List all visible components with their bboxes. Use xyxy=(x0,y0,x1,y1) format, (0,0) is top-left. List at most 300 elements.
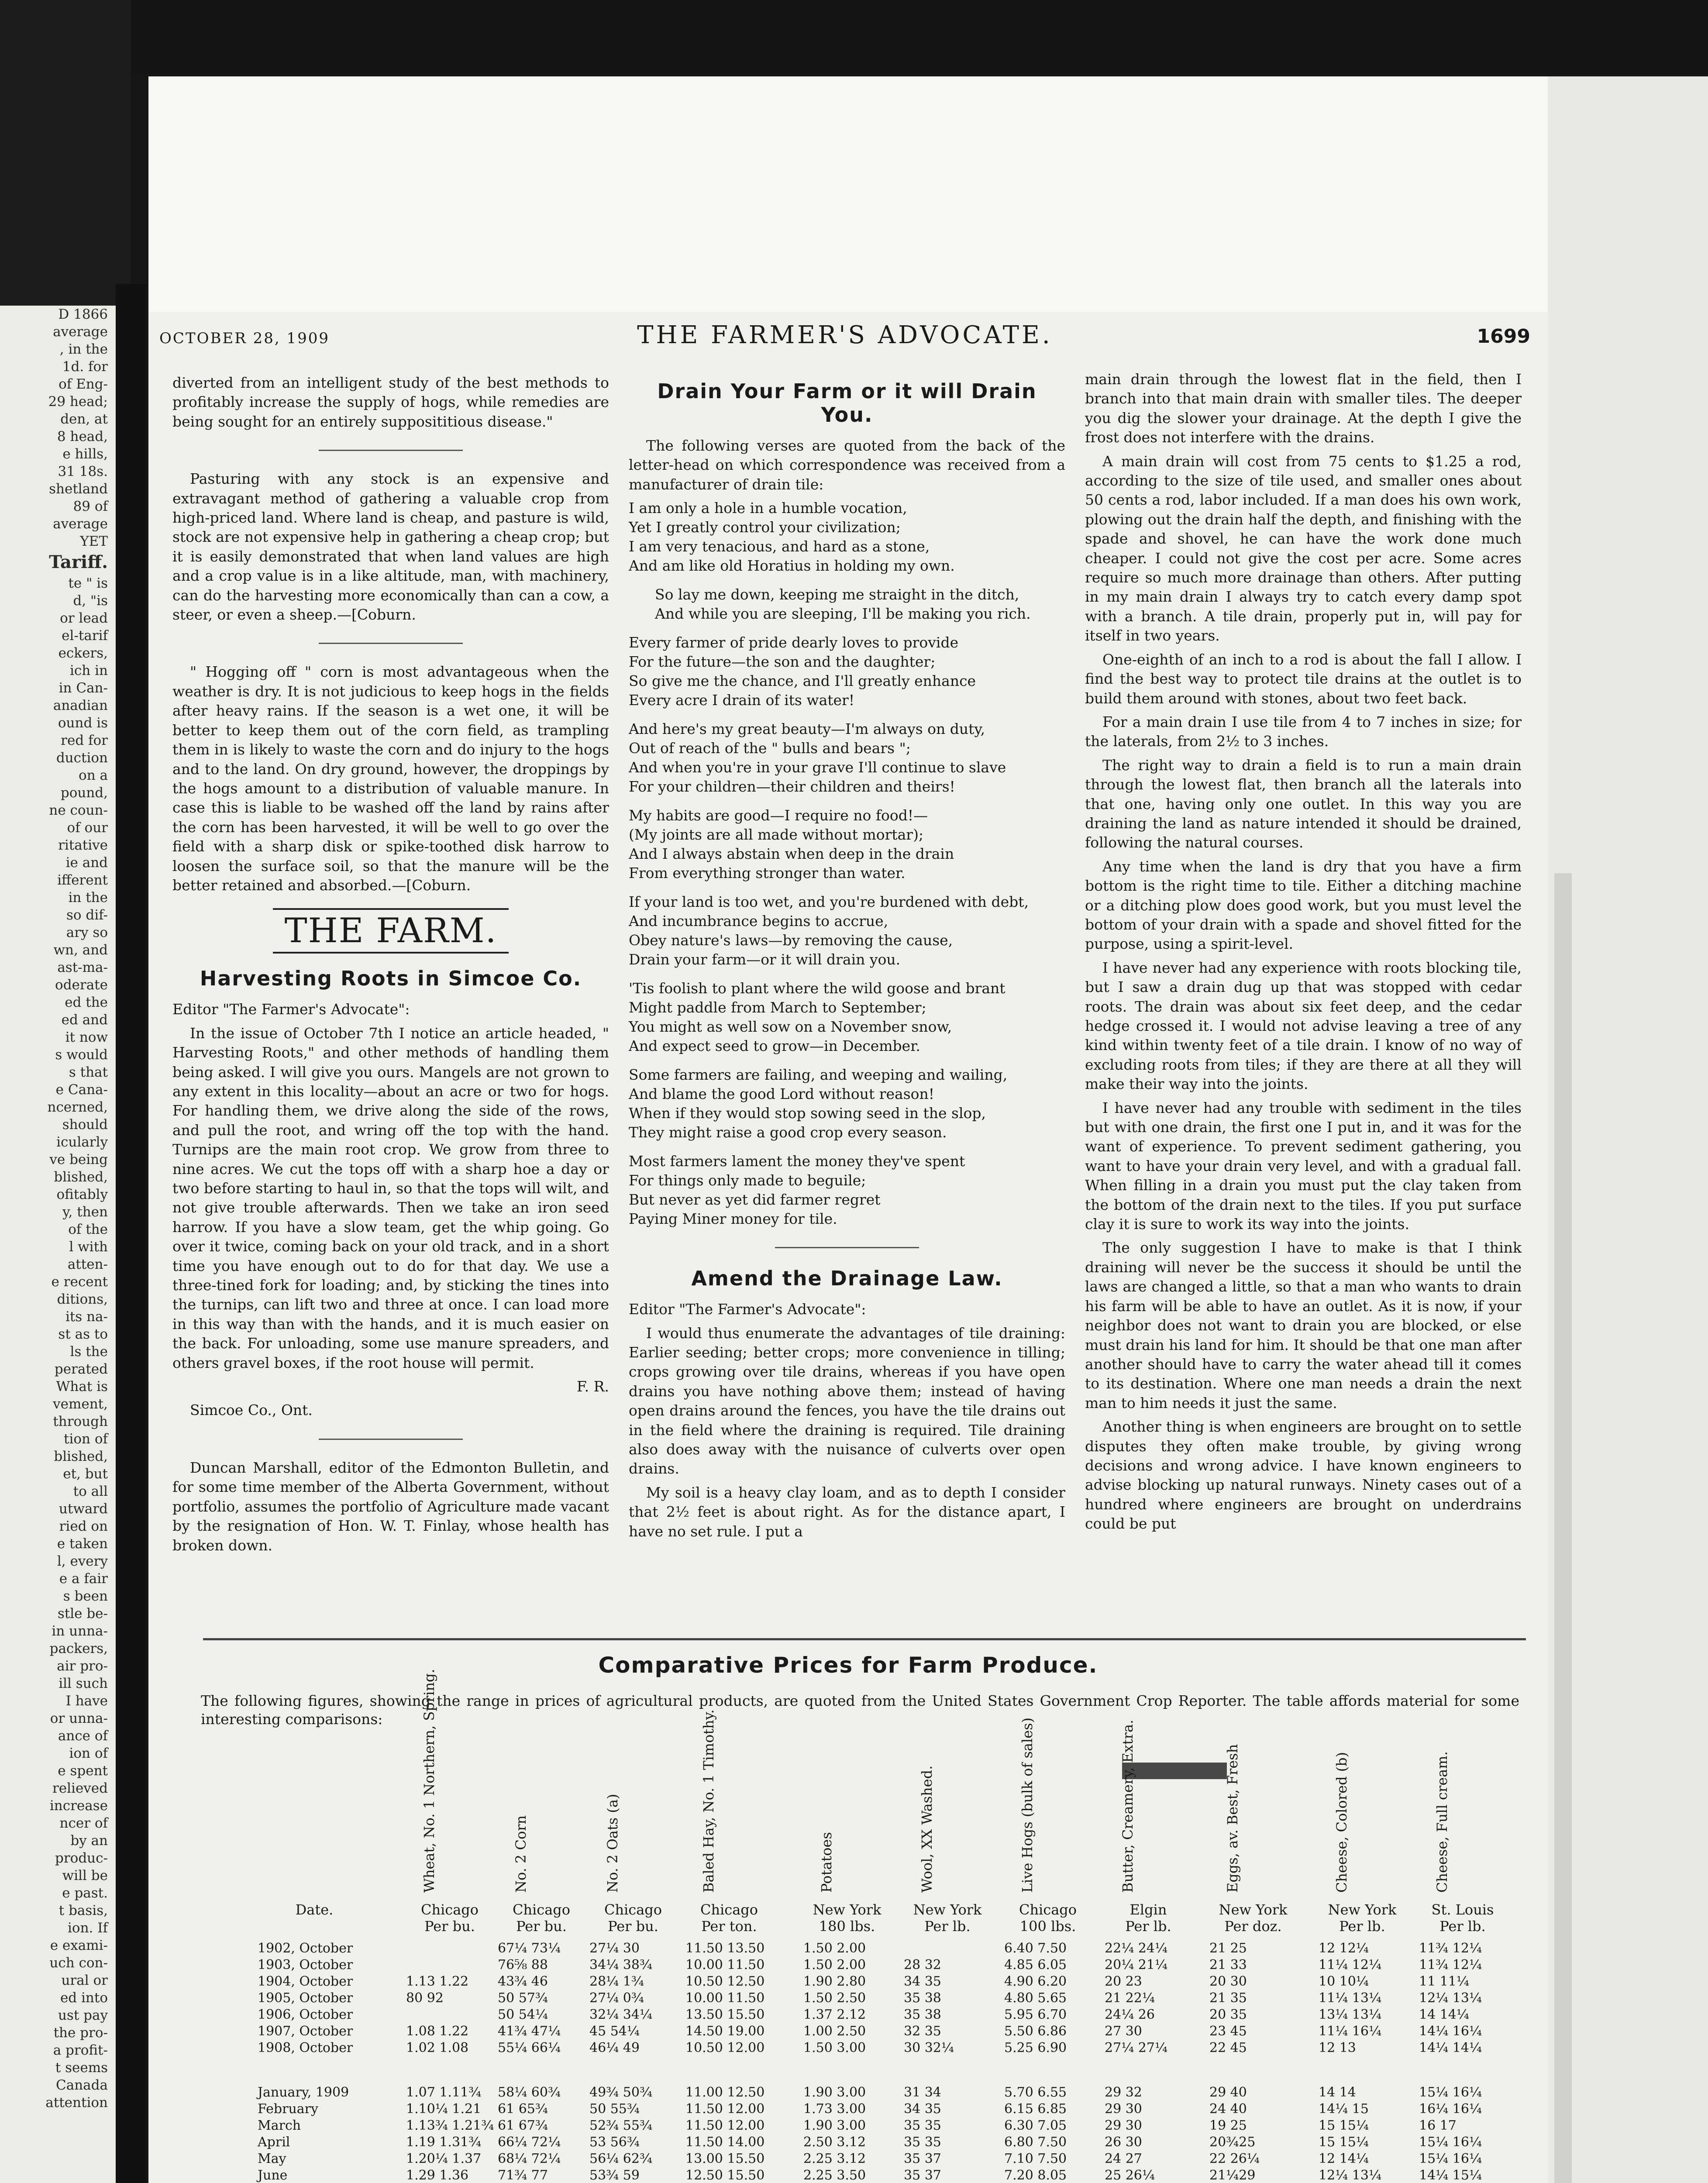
fragment-line: 89 of xyxy=(73,499,108,514)
table-cell: 15 15¼ xyxy=(1319,2135,1369,2150)
poem-line: From everything stronger than water. xyxy=(629,864,906,882)
table-cell: 11.50 12.00 xyxy=(685,2118,765,2133)
poem-stanza xyxy=(629,1152,1065,1229)
row-date: 1902, October xyxy=(258,1941,353,1956)
poem-stanza xyxy=(629,1065,1065,1142)
fragment-line: Tariff. xyxy=(49,552,108,572)
fragment-line: YET xyxy=(80,534,108,549)
fragment-line: ed the xyxy=(65,995,108,1010)
table-cell: 66¼ 72¼ xyxy=(498,2135,561,2150)
fragment-line: stle be- xyxy=(57,1606,108,1622)
column-unit: New York Per doz. xyxy=(1219,1901,1288,1935)
table-cell: 45 54¼ xyxy=(589,2024,640,2039)
fragment-line: te " is xyxy=(68,575,108,591)
fragment-line: den, at xyxy=(60,411,108,427)
table-cell: 49¾ 50¾ xyxy=(589,2085,653,2100)
fragment-line: ich in xyxy=(70,663,108,678)
previous-page-fragment xyxy=(0,306,116,2183)
table-cell: 20 35 xyxy=(1209,2007,1247,2022)
row-date: January, 1909 xyxy=(258,2085,349,2100)
fragment-line: icularly xyxy=(56,1134,108,1150)
fragment-line: tion of xyxy=(64,1431,108,1447)
poem-line: For things only made to beguile; xyxy=(629,1172,866,1189)
table-cell: 14 14¼ xyxy=(1419,2007,1469,2022)
article-text: Pasturing with any stock is an expensive and extravagant method of gathering a valuable crop from high-priced land. Where land is cheap, and pasture is wild, stock are not expensive help in gathering a cheap crop; but it is easily demonstrated that when land values are high and a crop value is in a like altitude, man, with machinery, can do the harvesting more economically than can a cow, a steer, or even a sheep.—[Coburn. xyxy=(172,470,609,623)
table-cell: 11¼ 13¼ xyxy=(1319,1990,1382,2006)
table-cell: 13¼ 13¼ xyxy=(1319,2007,1382,2022)
table-cell: 15 15¼ xyxy=(1319,2118,1369,2133)
fragment-line: ncerned, xyxy=(47,1099,108,1115)
fragment-line: 31 18s. xyxy=(58,464,108,479)
table-row xyxy=(201,1974,1515,1990)
fragment-line: e hills, xyxy=(62,446,108,462)
fragment-line: will be xyxy=(62,1868,108,1883)
fragment-line: it now xyxy=(65,1030,108,1045)
table-cell: 10.00 11.50 xyxy=(685,1990,765,2006)
fragment-line: in unna- xyxy=(52,1623,108,1639)
fragment-line: et, but xyxy=(63,1466,108,1482)
author-signature: F. R. xyxy=(576,1378,609,1395)
table-cell: 21¼29 xyxy=(1209,2168,1256,2183)
row-date: May xyxy=(258,2151,286,2166)
fragment-line: its na- xyxy=(65,1309,108,1325)
fragment-line: y, then xyxy=(62,1204,108,1220)
table-cell: 2.50 3.12 xyxy=(803,2135,866,2150)
table-cell: 35 35 xyxy=(904,2118,941,2133)
column-unit: New York 180 lbs. xyxy=(813,1901,882,1935)
row-date: 1903, October xyxy=(258,1957,353,1973)
article-text: Duncan Marshall, editor of the Edmonton Bulletin, and for some time member of the Alberta Government, without portfolio, assumes the portfolio of Agriculture made vacant by the resignation of Hon. W. T. Finlay, whose health has broken down. xyxy=(172,1459,609,1554)
fragment-line: e Cana- xyxy=(55,1082,108,1098)
article-text: I have never had any experience with roots blocking tile, but I saw a drain dug up that was stopped with cedar roots. The drain was about six feet deep, and the cedar hedge crossed it. I would not advise leaving a tree of any kind within twenty feet of a tile drain. I know of no way of excluding roots from tiles; if they are there at all they will make their way into the joints. xyxy=(1085,959,1522,1093)
poem-line: For the future—the son and the daughter; xyxy=(629,653,936,671)
table-cell: 1.29 1.36 xyxy=(406,2168,469,2183)
table-cell: 1.10¼ 1.21 xyxy=(406,2101,482,2117)
fragment-line: t basis, xyxy=(59,1903,108,1918)
article-text: Any time when the land is dry that you have a firm bottom is the right time to tile. Either a ditching machine or a ditching plow does good work, but you must level the bottom of your drain with a spade and shovel fitted for the purpose, using a spirit-level. xyxy=(1085,857,1522,953)
poem-line: And while you are sleeping, I'll be making you rich. xyxy=(655,605,1031,623)
poem-line: Might paddle from March to September; xyxy=(629,999,926,1016)
article-text: In the issue of October 7th I notice an article headed, " Harvesting Roots," and other methods of handling them being asked. I will give you ours. Mangels are not grown to any extent in this locality—about an acre or two for hogs. For handling them, we drive along the side of the rows, and pull the root, and wring off the top with the hand. Turnips are the main root crop. We grow from three to nine acres. We cut the tops off with a sharp hoe a day or two before starting to haul in, so that the tops will wilt, and not give trouble afterwards. Then we take an iron seed harrow. If you have a slow team, get the whip going. Go over it twice, coming back on your old track, and in a short time you have enough out to do for that day. We use a three-tined fork for loading; and, by sticking the tines into the turnips, can lift two and three at once. I can load more in this way than with the hands, and it is much easier on the back. For unloading, some use manure spreaders, and others gravel boxes, if the root house will permit. xyxy=(172,1024,609,1371)
table-cell: 4.85 6.05 xyxy=(1004,1957,1067,1973)
column-unit: New York Per lb. xyxy=(913,1901,982,1935)
fragment-line: ust pay xyxy=(58,2007,108,2023)
fragment-line: e exami- xyxy=(50,1938,108,1953)
fragment-line: s that xyxy=(69,1064,108,1080)
table-cell: 56¼ 62¾ xyxy=(589,2151,653,2166)
table-cell: 1.90 2.80 xyxy=(803,1974,866,1989)
table-cell: 21 25 xyxy=(1209,1941,1247,1956)
table-cell: 15¼ 16¼ xyxy=(1419,2135,1482,2150)
article-text: I have never had any trouble with sediment in the tiles but with one drain, the first one I put in, and it was for the want of experience. To prevent sediment gathering, you want to have your drain very level, and with a gradual fall. When filling in a drain you must put the clay taken from the bottom of the drain next to the tiles. If you put surface clay it is sure to work its way into the joints. xyxy=(1085,1099,1522,1233)
fragment-line: shetland xyxy=(49,481,108,497)
ink-blot xyxy=(1122,1763,1227,1779)
poem-line: And expect seed to grow—in December. xyxy=(629,1037,920,1055)
table-cell: 27 30 xyxy=(1105,2024,1142,2039)
fragment-line: the pro- xyxy=(53,2025,108,2041)
fragment-line: to all xyxy=(73,1484,108,1499)
table-title: Comparative Prices for Farm Produce. xyxy=(598,1653,1098,1678)
fragment-line: ion of xyxy=(69,1746,108,1761)
fragment-line: red for xyxy=(61,733,108,748)
column-header-label: Potatoes xyxy=(818,1832,835,1893)
table-cell: 15¼ 16¼ xyxy=(1419,2151,1482,2166)
table-cell: 1.00 2.50 xyxy=(803,2024,866,2039)
table-row xyxy=(201,2118,1515,2134)
fragment-line: ditions, xyxy=(57,1291,108,1307)
poem-line: So give me the chance, and I'll greatly enhance xyxy=(629,672,976,690)
table-cell: 30 32¼ xyxy=(904,2040,954,2056)
table-cell: 52¾ 55¾ xyxy=(589,2118,653,2133)
column-unit: Chicago Per bu. xyxy=(512,1901,571,1935)
table-cell: 11¼ 12¼ xyxy=(1319,1957,1382,1973)
poem-line: I am very tenacious, and hard as a stone, xyxy=(629,538,930,555)
fragment-line: st as to xyxy=(58,1326,108,1342)
column-unit: Elgin Per lb. xyxy=(1125,1901,1171,1935)
table-cell: 6.30 7.05 xyxy=(1004,2118,1067,2133)
column-header-label: Wool, XX Washed. xyxy=(919,1765,935,1893)
table-cell: 14 14 xyxy=(1319,2085,1356,2100)
poem-line: Every acre I drain of its water! xyxy=(629,692,855,709)
table-cell: 1.73 3.00 xyxy=(803,2101,866,2117)
fragment-line: through xyxy=(53,1414,108,1429)
article-text: The right way to drain a field is to run a main drain through the lowest flat, then branch all the laterals into that one, having only one outlet. In this way you are draining the land as nature intended it should be drained, following the natural courses. xyxy=(1085,756,1522,851)
row-date: 1908, October xyxy=(258,2040,353,2056)
row-date: March xyxy=(258,2118,301,2133)
fragment-line: ritative xyxy=(58,837,108,853)
poem-line: But never as yet did farmer regret xyxy=(629,1191,881,1209)
table-cell: 5.50 6.86 xyxy=(1004,2024,1067,2039)
fragment-line: eckers, xyxy=(58,645,108,661)
column-header-label: No. 2 Oats (a) xyxy=(604,1794,621,1893)
divider xyxy=(775,1247,919,1248)
table-cell: 14¼ 16¼ xyxy=(1419,2024,1482,2039)
fragment-line: D 1866 xyxy=(58,306,108,322)
fragment-line: ion. If xyxy=(68,1920,108,1936)
poem-line: Obey nature's laws—by removing the cause, xyxy=(629,932,953,949)
fragment-line: 8 head, xyxy=(57,429,108,444)
table-cell: 55¼ 66¼ xyxy=(498,2040,561,2056)
table-cell: 35 38 xyxy=(904,1990,941,2006)
table-cell: 1.50 2.00 xyxy=(803,1941,866,1956)
table-cell: 24 27 xyxy=(1105,2151,1142,2166)
article-text: diverted from an intelligent study of the best methods to profitably increase the supply of hogs, while remedies are being sought for an entirely supposititious disease." xyxy=(172,374,609,430)
row-date: 1904, October xyxy=(258,1974,353,1989)
fragment-line: Canada xyxy=(56,2077,108,2093)
fragment-line: ed and xyxy=(61,1012,108,1028)
column-header-label: Live Hogs (bulk of sales) xyxy=(1019,1717,1036,1893)
poem-stanza xyxy=(629,633,1065,710)
column-unit: Chicago Per ton. xyxy=(700,1901,758,1935)
headline-amend-drainage-law: Amend the Drainage Law. xyxy=(691,1267,1003,1291)
fragment-line: s would xyxy=(55,1047,108,1063)
table-cell: 35 37 xyxy=(904,2151,941,2166)
poem-line: And when you're in your grave I'll continue to slave xyxy=(629,759,1006,776)
table-cell: 12¼ 13¼ xyxy=(1419,1990,1482,2006)
fragment-line: d, "is xyxy=(73,593,108,609)
table-row xyxy=(201,2024,1515,2039)
poem xyxy=(629,499,1065,1229)
fragment-line: vement, xyxy=(53,1396,108,1412)
table-row xyxy=(201,1941,1515,1956)
poem-line: 'Tis foolish to plant where the wild goose and brant xyxy=(629,980,1006,997)
table-cell: 29 30 xyxy=(1105,2118,1142,2133)
fragment-line: ncer of xyxy=(59,1815,108,1831)
table-cell: 10.00 11.50 xyxy=(685,1957,765,1973)
issue-date: OCTOBER 28, 1909 xyxy=(159,330,330,347)
fragment-line: l with xyxy=(69,1239,108,1255)
row-date: 1907, October xyxy=(258,2024,353,2039)
poem-stanza xyxy=(629,585,1065,623)
poem-stanza xyxy=(629,720,1065,796)
newspaper-page xyxy=(148,76,1548,2183)
headline-drain-your-farm: Drain Your Farm or it will Drain You. xyxy=(657,379,1037,427)
table-cell: 34 35 xyxy=(904,2101,941,2117)
poem-line: And incumbrance begins to accrue, xyxy=(629,912,888,930)
table-cell: 5.70 6.55 xyxy=(1004,2085,1067,2100)
table-cell: 10.50 12.00 xyxy=(685,2040,765,2056)
row-date: April xyxy=(258,2135,290,2150)
table-cell: 20 23 xyxy=(1105,1974,1142,1989)
poem-line: My habits are good—I require no food!— xyxy=(629,807,928,824)
section-rule xyxy=(203,1638,1526,1640)
poem-line: And blame the good Lord without reason! xyxy=(629,1085,935,1103)
fragment-line: increase xyxy=(49,1798,108,1814)
column-header-label: Baled Hay, No. 1 Timothy. xyxy=(700,1709,717,1893)
poem-stanza xyxy=(629,892,1065,969)
fragment-line: ne coun- xyxy=(49,802,108,818)
right-margin xyxy=(1548,76,1708,2183)
table-cell: 21 33 xyxy=(1209,1957,1247,1973)
fragment-line: ifferent xyxy=(57,872,108,888)
column-unit: Chicago Per bu. xyxy=(420,1901,479,1935)
table-cell: 7.10 7.50 xyxy=(1004,2151,1067,2166)
article-text: A main drain will cost from 75 cents to $1.25 a rod, according to the size of tile used, and smaller ones about 50 cents a rod, labor included. If a man does his own work, plowing out the drain half the depth, and finishing with the spade and shovel, he can have the work done much cheaper. I could not give the cost per acre. Some acres require so much more drainage than others. After putting in my main drain I always try to catch every damp spot with a branch. A tile drain, properly put in, will pay for itself in two years. xyxy=(1085,452,1522,644)
table-cell: 35 38 xyxy=(904,2007,941,2022)
table-cell: 13.50 15.50 xyxy=(685,2007,765,2022)
table-cell: 21 22¼ xyxy=(1105,1990,1155,2006)
table-cell: 22¼ 24¼ xyxy=(1105,1941,1168,1956)
table-cell: 1.02 1.08 xyxy=(406,2040,469,2056)
fragment-line: uch con- xyxy=(49,1955,108,1971)
poem-stanza xyxy=(629,979,1065,1056)
article-text: One-eighth of an inch to a rod is about the fall I allow. I find the best way to protect tile drains at the outlet is to build them around with stones, about two feet back. xyxy=(1085,651,1522,707)
fragment-line: of Eng- xyxy=(59,376,108,392)
table-cell: 35 35 xyxy=(904,2135,941,2150)
poem-line: You might as well sow on a November snow, xyxy=(629,1018,952,1036)
table-cell: 53¾ 59 xyxy=(589,2168,640,2183)
column-header-label: Cheese, Full cream. xyxy=(1434,1751,1450,1893)
fragment-line: by an xyxy=(70,1833,108,1849)
table-cell: 29 30 xyxy=(1105,2101,1142,2117)
table-cell: 11¾ 12¼ xyxy=(1419,1957,1482,1973)
column-1 xyxy=(172,373,609,1560)
fragment-line: atten- xyxy=(67,1257,108,1272)
fragment-line: t seems xyxy=(55,2060,108,2076)
table-cell: 11¼ 16¼ xyxy=(1319,2024,1382,2039)
table-cell: 20¼ 21¼ xyxy=(1105,1957,1168,1973)
table-cell: 21 35 xyxy=(1209,1990,1247,2006)
fragment-line: ie and xyxy=(65,855,108,871)
fragment-line: ried on xyxy=(59,1518,108,1534)
table-cell: 31 34 xyxy=(904,2085,941,2100)
fragment-line: relieved xyxy=(52,1780,108,1796)
table-cell: 27¼ 27¼ xyxy=(1105,2040,1168,2056)
table-cell: 11.50 13.50 xyxy=(685,1941,765,1956)
column-header-label: Eggs, av. Best, Fresh xyxy=(1224,1744,1241,1893)
film-border-top xyxy=(0,0,1708,74)
table-cell: 28 32 xyxy=(904,1957,941,1973)
page-header xyxy=(159,321,1530,351)
row-date: 1905, October xyxy=(258,1990,353,2006)
column-header-label: Wheat, No. 1 Northern, Spring. xyxy=(421,1669,437,1893)
article-text: For a main drain I use tile from 4 to 7 inches in size; for the laterals, from 2½ to 3 inches. xyxy=(1085,713,1522,750)
fragment-line: utward xyxy=(59,1501,108,1517)
poem-line: Every farmer of pride dearly loves to provide xyxy=(629,634,959,651)
fragment-line: so dif- xyxy=(66,907,108,923)
table-cell: 43¾ 46 xyxy=(498,1974,548,1989)
fragment-line: ed into xyxy=(60,1990,108,2006)
fragment-line: e recent xyxy=(51,1274,108,1290)
table-cell: 1.19 1.31¾ xyxy=(406,2135,482,2150)
table-cell: 1.13 1.22 xyxy=(406,1974,469,1989)
article-text: Another thing is when engineers are brought on to settle disputes they often make trouble, by giving wrong decisions and wrong advice. I have known engineers to advise blocking up natural runways. Ninety cases out of a hundred where engineers are brought on underdrains could be put xyxy=(1085,1418,1522,1532)
fragment-line: el-tarif xyxy=(62,628,108,644)
table-cell: 80 92 xyxy=(406,1990,444,2006)
poem-line: Drain your farm—or it will drain you. xyxy=(629,951,901,968)
table-cell: 20 30 xyxy=(1209,1974,1247,1989)
poem-line: And am like old Horatius in holding my own. xyxy=(629,557,955,575)
table-cell: 24¼ 26 xyxy=(1105,2007,1155,2022)
table-row xyxy=(201,1957,1515,1973)
fragment-line: ary so xyxy=(66,925,108,940)
table-cell: 26 30 xyxy=(1105,2135,1142,2150)
author-location: Simcoe Co., Ont. xyxy=(190,1401,313,1419)
table-cell: 27¼ 30 xyxy=(589,1941,640,1956)
table-cell: 68¼ 72¼ xyxy=(498,2151,561,2166)
table-cell: 12.50 15.50 xyxy=(685,2168,765,2183)
table-cell: 50 54¼ xyxy=(498,2007,548,2022)
fragment-line: perated xyxy=(54,1361,108,1377)
table-cell: 58¼ 60¾ xyxy=(498,2085,561,2100)
fragment-line: s been xyxy=(63,1588,108,1604)
poem-line: (My joints are all made without mortar); xyxy=(629,826,924,844)
table-cell: 67¼ 73¼ xyxy=(498,1941,561,1956)
table-cell: 1.90 3.00 xyxy=(803,2085,866,2100)
table-cell: 29 40 xyxy=(1209,2085,1247,2100)
table-cell: 46¼ 49 xyxy=(589,2040,640,2056)
table-cell: 12 12¼ xyxy=(1319,1941,1369,1956)
table-cell: 2.25 3.50 xyxy=(803,2168,866,2183)
table-cell: 5.25 6.90 xyxy=(1004,2040,1067,2056)
table-cell: 11.50 12.00 xyxy=(685,2101,765,2117)
table-cell: 16¼ 16¼ xyxy=(1419,2101,1482,2117)
fragment-line: or unna- xyxy=(50,1711,108,1726)
table-cell: 4.80 5.65 xyxy=(1004,1990,1067,2006)
table-cell: 11¾ 12¼ xyxy=(1419,1941,1482,1956)
fragment-line: of our xyxy=(67,820,108,836)
table-cell: 5.95 6.70 xyxy=(1004,2007,1067,2022)
table-cell: 6.15 6.85 xyxy=(1004,2101,1067,2117)
poem-stanza xyxy=(629,499,1065,575)
table-cell: 53 56¾ xyxy=(589,2135,640,2150)
column-header-label: Butter, Creamery, Extra. xyxy=(1119,1719,1136,1893)
table-cell: 1.08 1.22 xyxy=(406,2024,469,2039)
fragment-line: ural or xyxy=(61,1973,108,1988)
fragment-line: I have xyxy=(65,1693,108,1709)
poem-line: Paying Miner money for tile. xyxy=(629,1210,837,1228)
table-cell: 22 45 xyxy=(1209,2040,1247,2056)
table-cell: 11 11¼ xyxy=(1419,1974,1469,1989)
poem-line: And I always abstain when deep in the drain xyxy=(629,845,954,863)
poem-stanza xyxy=(629,806,1065,883)
table-cell: 29 32 xyxy=(1105,2085,1142,2100)
table-cell: 25 26¼ xyxy=(1105,2168,1155,2183)
table-cell: 71¾ 77 xyxy=(498,2168,548,2183)
masthead-title: THE FARMER'S ADVOCATE. xyxy=(637,321,1053,349)
fragment-line: blished, xyxy=(54,1169,108,1185)
table-cell: 32¼ 34¼ xyxy=(589,2007,653,2022)
fragment-line: or lead xyxy=(60,610,108,626)
fragment-line: e spent xyxy=(58,1763,108,1779)
poem-line: If your land is too wet, and you're burdened with debt, xyxy=(629,893,1029,911)
divider xyxy=(319,643,463,644)
column-header-label: Cheese, Colored (b) xyxy=(1333,1752,1350,1893)
headline-harvesting-roots: Harvesting Roots in Simcoe Co. xyxy=(200,967,582,991)
table-cell: 34 35 xyxy=(904,1974,941,1989)
table-row xyxy=(201,1990,1515,2006)
table-cell: 20¾25 xyxy=(1209,2135,1256,2150)
poem-line: Some farmers are failing, and weeping and wailing, xyxy=(629,1066,1008,1084)
table-cell: 1.50 3.00 xyxy=(803,2040,866,2056)
fragment-line: e a fair xyxy=(59,1571,108,1587)
table-cell: 11.00 12.50 xyxy=(685,2085,765,2100)
column-2 xyxy=(629,373,1065,1546)
poem-line: They might raise a good crop every season. xyxy=(629,1124,947,1141)
table-cell: 1.37 2.12 xyxy=(803,2007,866,2022)
article-text: My soil is a heavy clay loam, and as to depth I consider that 2½ feet is about right. As for the distance apart, I have no set rule. I put a xyxy=(629,1484,1065,1540)
table-cell: 41¾ 47¼ xyxy=(498,2024,561,2039)
table-cell: 6.40 7.50 xyxy=(1004,1941,1067,1956)
fragment-line: ls the xyxy=(70,1344,108,1360)
fragment-line: anadian xyxy=(53,698,108,713)
table-cell: 19 25 xyxy=(1209,2118,1247,2133)
fragment-line: 29 head; xyxy=(48,394,108,410)
table-cell: 10.50 12.50 xyxy=(685,1974,765,1989)
poem-line: And here's my great beauty—I'm always on duty, xyxy=(629,720,985,738)
fragment-line: average xyxy=(53,324,108,340)
table-cell: 16 17 xyxy=(1419,2118,1457,2133)
fragment-line: , in the xyxy=(59,341,108,357)
fragment-line: e past. xyxy=(62,1885,108,1901)
poem-line: So lay me down, keeping me straight in the ditch, xyxy=(655,586,1019,603)
poem-line: Most farmers lament the money they've spent xyxy=(629,1153,965,1170)
fragment-line: ast-ma- xyxy=(57,960,108,975)
editor-salutation: Editor "The Farmer's Advocate": xyxy=(172,1001,410,1018)
table-cell: 14¼ 15¼ xyxy=(1419,2168,1482,2183)
table-cell: 1.50 2.00 xyxy=(803,1957,866,1973)
article-text: The only suggestion I have to make is that I think draining will never be the success it should be until the laws are changed a little, so that a man who wants to drain his farm will be able to have an outlet. As it is now, if your neighbor does not want to drain you are blocked, or else must drain his land for him. It should be that one man after another should have to carry the water ahead till it comes to its destination. Where one man needs a drain the next man to him needs it just the same. xyxy=(1085,1239,1522,1412)
article-text: " Hogging off " corn is most advantageous when the weather is dry. It is not judicious to keep hogs in the fields after heavy rains. If the season is a wet one, it will be better to keep them out of the corn field, as trampling them in is likely to waste the corn and do injury to the hogs and to the land. On dry ground, however, the droppings by the hogs amount to a distribution of valuable manure. In case this is liable to be washed off the land by rains after the corn has been harvested, it will be well to go over the field with a sharp disk or spike-toothed disk harrow to loosen the surface soil, so that the manure will be the better retained and absorbed.—[Coburn. xyxy=(172,663,609,894)
column-unit: St. Louis Per lb. xyxy=(1431,1901,1494,1935)
table-cell: 14¼ 15 xyxy=(1319,2101,1369,2117)
article-text: main drain through the lowest flat in the field, then I branch into that main drain with smaller tiles. The deeper you dig the slower your drainage. At the depth I give the frost does not interfere with the drains. xyxy=(1085,371,1522,446)
fragment-line: ound is xyxy=(58,715,108,731)
fragment-line: ofitably xyxy=(56,1187,108,1202)
date-column-header: Date. xyxy=(295,1901,334,1918)
table-row xyxy=(201,2040,1515,2056)
fragment-line: packers, xyxy=(49,1641,108,1656)
